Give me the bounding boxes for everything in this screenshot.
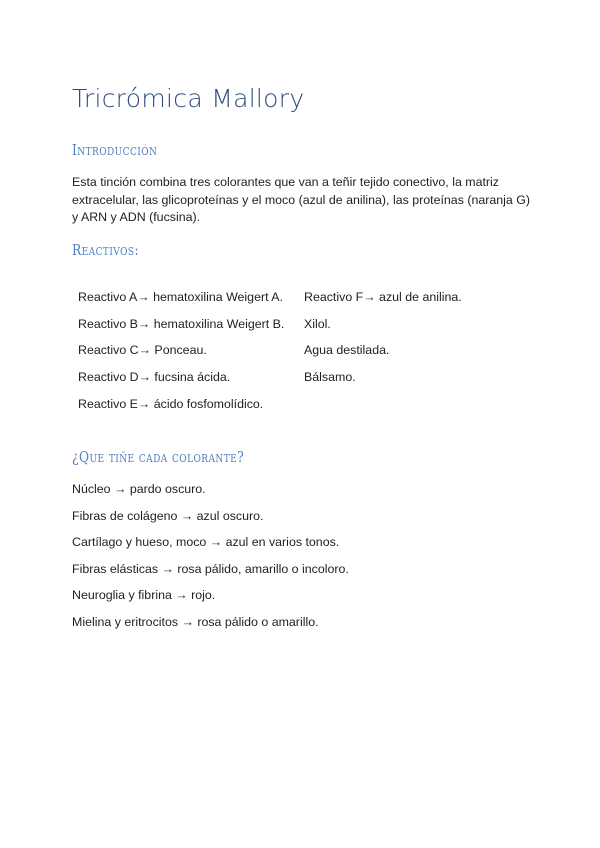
intro-paragraph: Esta tinción combina tres colorantes que van a teñir tejido conectivo, la matriz extracelular, las glicoproteínas y el moco (azul de anilina), las proteínas (naranja G) y ARN y ADN (fucsina).	[72, 175, 530, 224]
stains-heading: ¿Que tiñe cada colorante?	[72, 448, 245, 466]
reagent-item: Reactivo A→ hematoxilina Weigert A.	[78, 290, 284, 304]
list-item: Fibras elásticas → rosa pálido, amarillo o incoloro.	[72, 561, 349, 576]
reagent-item: Reactivo D→ fucsina ácida.	[78, 370, 231, 385]
reactivos-heading: Reactivos:	[72, 241, 140, 259]
list-item: Núcleo → pardo oscuro.	[72, 482, 206, 496]
list-item: Cartílago y hueso, moco → azul en varios tonos.	[72, 535, 340, 550]
reagent-item: Bálsamo.	[304, 370, 356, 385]
stains-list	[72, 482, 349, 642]
reagent-item: Reactivo C→ Ponceau.	[78, 343, 207, 358]
reagent-item: Reactivo E→ ácido fosfomolídico.	[78, 396, 264, 411]
list-item: Fibras de colágeno → azul oscuro.	[72, 508, 264, 523]
reagent-item: Agua destilada.	[304, 343, 390, 358]
intro-heading: Introducción	[72, 141, 158, 159]
reagent-item: Reactivo B→ hematoxilina Weigert B.	[78, 316, 285, 331]
list-item: Neuroglia y fibrina → rojo.	[72, 588, 216, 603]
reagents-list	[78, 290, 518, 423]
reagent-item: Xilol.	[304, 316, 331, 331]
list-item: Mielina y eritrocitos → rosa pálido o amarillo.	[72, 614, 319, 629]
reagent-empty-cell	[304, 397, 518, 424]
reagent-item: Reactivo F→ azul de anilina.	[304, 290, 462, 304]
page-title: Tricrómica Mallory	[72, 84, 305, 113]
